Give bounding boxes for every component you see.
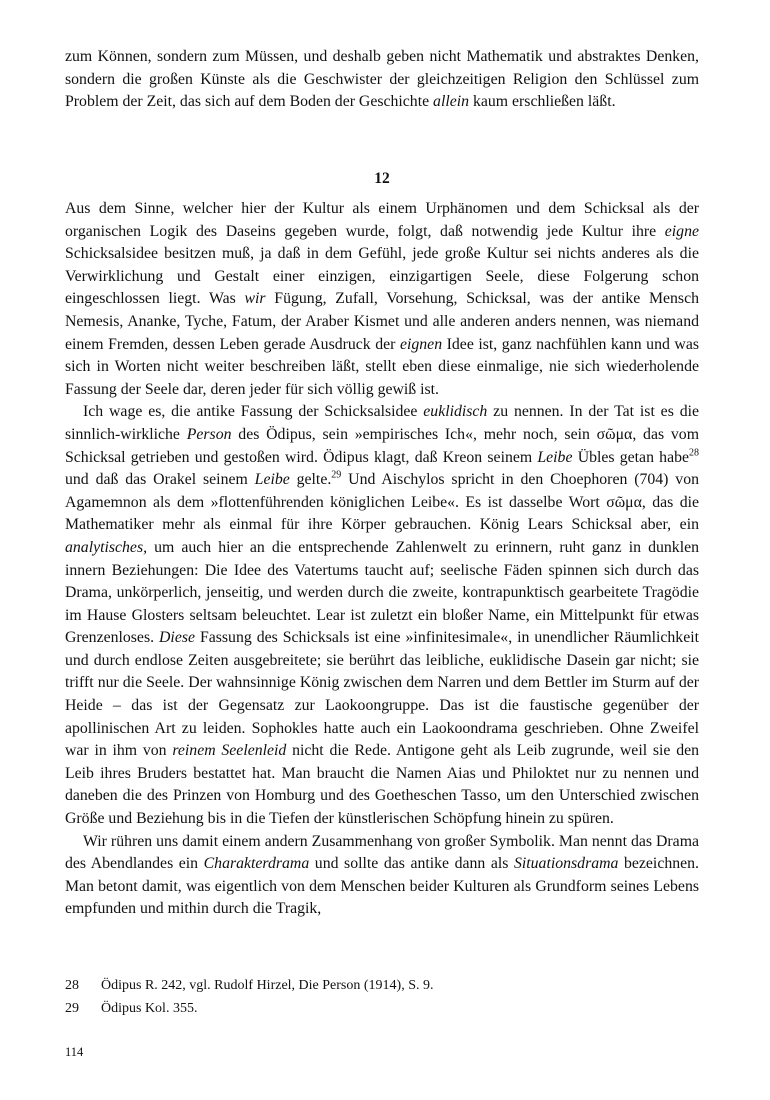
paragraph-2: Ich wage es, die antike Fassung der Schicksalsidee euklidisch zu nennen. In der Tat ist es die sinnlich-wirkliche Person des Ödipus, sein »empirisches Ich«, mehr noch, sein σῶμα, das vom Schicksal getrieben und gestoßen wird. Ödipus klagt, daß Kreon seinem Leibe Übles getan habe$^{28}$ und daß das Orakel seinem Leibe gelte.$^{29}$ Und Aischylos spricht in den Choephoren (704) von Agamemnon als dem »flottenführenden königlichen Leibe«. Es ist dasselbe Wort σῶμα, das die Mathematiker mehr als einmal für ihre Körper gebrauchen. König Lears Schicksal aber, ein analytisches, um auch hier an die entsprechende Zahlenwelt zu erinnern, ruht ganz in dunklen innern Beziehungen: Die Idee des Vatertums taucht auf; seelische Fäden spinnen sich durch das Drama, unkörperlich, jenseitig, und werden durch die zweite, kontrapunktisch gearbeitete Tragödie im Hause Glosters seltsam beleuchtet. Lear ist zuletzt ein bloßer Name, ein Mittelpunkt für etwas Grenzenloses. Diese Fassung des Schicksals ist eine »infinitesimale«, in unendlicher Räumlichkeit und durch endlose Zeiten ausgebreitete; sie berührt das leibliche, euklidische Dasein gar nicht; sie trifft nur die Seele. Der wahnsinnige König zwischen dem Narren und dem Bettler im Sturm auf der Heide – das ist der Gegensatz zur Laokoongruppe. Das ist die faustische gegenüber der apollinischen Art zu leiden. Sophokles hatte auch ein Laokoondrama geschrieben. Ohne Zweifel war in ihm von reinem Seelenleid nicht die Rede. Antigone geht als Leib zugrunde, weil sie den Leib ihres Bruders bestattet hat. Man braucht die Namen Aias und Philoktet nur zu nennen und daneben die des Prinzen von Homburg und des Goetheschen Tasso, um den Unterschied zwischen Größe und Beziehung bis in die Tiefen der künstlerischen Schöpfung hinein zu spüren. [65,403,700,828]
footnote-28 [65,976,433,996]
paragraph-3: Wir rühren uns damit einem andern Zusammenhang von großer Symbolik. Man nennt das Drama des Abendlandes ein Charakterdrama und sollte das antike dann als Situationsdrama bezeichnen. Man betont damit, was eigentlich von dem Menschen beider Kulturen als Grundform seines Lebens empfunden und mithin durch die Tragik, [65,832,699,918]
footnote-number: 28 [65,978,79,993]
page-number: 114 [65,1045,84,1059]
body-text [65,198,699,921]
footnote-ref-28[interactable]: 28 [689,447,699,459]
footnote-ref-29[interactable]: 29 [331,469,342,481]
paragraph-1: Aus dem Sinne, welcher hier der Kultur als einem Urphänomen und dem Schicksal als der organischen Logik des Daseins gegeben wurde, folgt, daß notwendig jede Kultur ihre eigne Schicksalsidee besitzen muß, ja daß in dem Gefühl, jede große Kultur sei nichts anderes als die Verwirklichung und Gestalt einer einzigen, einzigartigen Seele, diese Folgerung schon eingeschlossen liegt. Was wir Fügung, Zufall, Vorsehung, Schicksal, was der antike Mensch Nemesis, Ananke, Tyche, Fatum, der Araber Kismet und alle anderen anders nennen, was niemand einem Fremden, dessen Leben gerade Ausdruck der eignen Idee ist, ganz nachfühlen kann und was sich in Worten nicht weiter beschreiben läßt, stellt eben diese einmalige, nie sich wiederholende Fassung der Seele dar, deren jeder für sich völlig gewiß ist. [65,200,699,398]
footnote-text: Ödipus Kol. 355. [101,1001,198,1016]
intro-paragraph: zum Können, sondern zum Müssen, und deshalb geben nicht Mathematik und abstraktes Denken, sondern die großen Künste als die Geschwister der gleichzeitigen Religion den Schlüssel zum Problem der Zeit, das sich auf dem Boden der Geschichte allein kaum erschließen läßt. [65,48,699,111]
footnote-number: 29 [65,1001,79,1016]
footnote-text: Ödipus R. 242, vgl. Rudolf Hirzel, Die Person (1914), S. 9. [101,978,434,993]
section-number: 12 [374,170,390,187]
footnote-29 [65,999,197,1019]
